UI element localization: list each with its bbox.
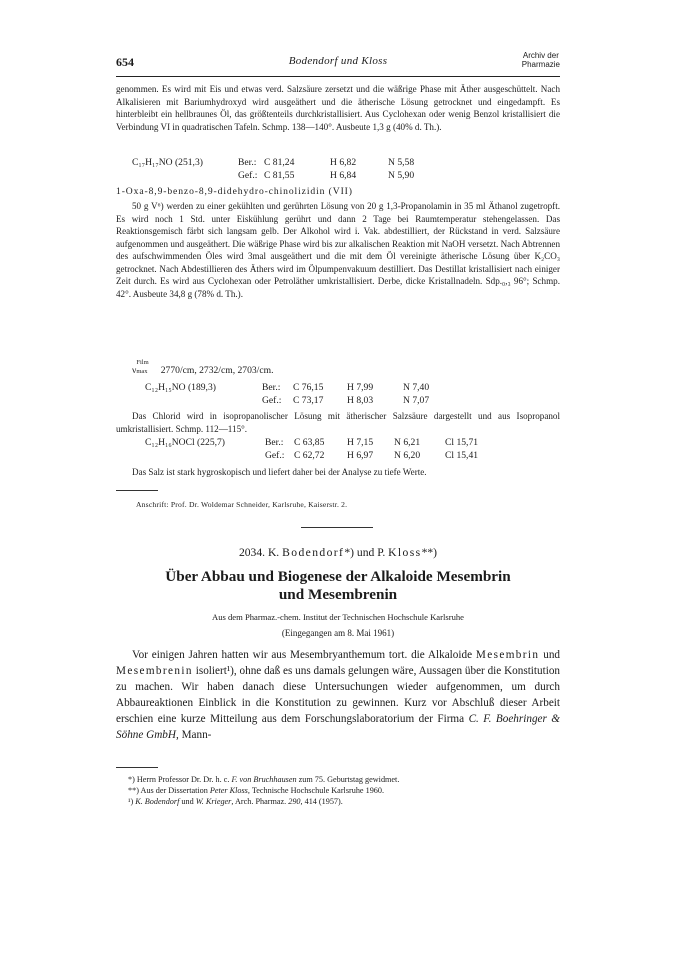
author-bodendorf: Bodendorf — [282, 546, 345, 559]
journal-name-line2: Pharmazie — [521, 59, 560, 69]
received-date: (Eingegangen am 8. Mai 1961) — [281, 628, 395, 638]
term-mesembrenin: Mesembrenin — [116, 665, 193, 677]
footnote-2: **) Aus der Dissertation Peter Kloss, Technische Hochschule Karlsruhe 1960. — [128, 786, 385, 796]
header-rule — [116, 76, 560, 77]
article-separator-rule — [301, 527, 373, 528]
intro-paragraph: Vor einigen Jahren hatten wir aus Mesembryanthemum tort. die Alkaloide Mesembrin und Mesembrenin isoliert¹), ohne daß es uns damals gelungen wäre, Aussagen über die Konstitution zu machen. Wir haben danach diese Untersuchungen wieder aufgenommen, um durch Abbaureaktionen Einblick in die Konstitution zu gewinnen. Kurz vor Abschluß dieser Arbeit erschien eine kurze Mitteilung aus dem Forschungslaboratorium der Firma C. F. Boehringer & Söhne GmbH, Mann- — [116, 649, 561, 741]
chloride-paragraph: Das Chlorid wird in isopropanolischer Lösung mit ätherischer Salzsäure dargestellt und aus Isopropanol umkristallisiert. Schmp. 112—115°. — [116, 411, 560, 434]
journal-name-line1: Archiv der — [522, 51, 559, 60]
running-header — [116, 52, 560, 74]
journal-page: 654 Bodendorf und Kloss Archiv der Pharmazie genommen. Es wird mit Eis und etwas verd. Salzsäure zersetzt und die wäßrige Phase mit Äther ausgeschüttelt. Nach Alkalisieren mit Bariumhydroxyd wird ausgeäthert und die ätherische Lösung getrocknet und eingedampft. Es hinterbleibt ein hellbraunes Öl, das größtenteils durchkristallisiert. Aus Cyclohexan oder wenig Benzol kristallisiert die Verbindung VI in quadratischen Tafeln. Schmp. 138—140°. Ausbeute 1,3 g (40% d. Th.). C₁₇H₁₇NO (251,3) Ber.: C 81,24 H 6,82 N 5,58 Gef.: C 81,55 H 6,84 N 5,90 1-Oxa-8,9-benzo-8,9-didehydro-chinolizidin (VII) 50 g V⁶) werden zu einer gekühlten und gerührten Lösung von 20 g 1,3-Propanolamin in 35 ml Äthanol zugetropft. Es wird noch 1 Std. unter Eiskühlung gerührt und dann 2 Tage bei Raumtemperatur stehengelassen. Das Reaktionsgemisch färbt sich langsam gelb. Der Alkohol wird i. Vak. abdestilliert, der Rückstand in verd. Salzsäure aufgenommen und ausgeäthert. Die wäßrige Phase wird bis zur alkalischen Reaktion mit NaOH versetzt. Nach Abtrennen des aufschwimmenden Öles wird 3mal ausgeäthert und die mit dem Öl vereinigte ätherische Lösung über K₂CO₃ getrocknet. Nach Abdestillieren des Äthers wird im Ölpumpenvakuum destilliert. Das Destillat kristallisiert nach einiger Zeit durch. Es wird aus Cyclohexan oder Petroläther umkristallisiert. Derbe, dicke Kristallnadeln. Sdp.₀,₃ 96°; Schmp. 42°. Ausbeute 34,8 g (78% d. Th.). ν Film max 2770/cm, 2732/cm, 2703/cm. C₁₂H₁₅NO (189,3) Ber.: C 76,15 H 7,99 N 7,40 Gef.: C 73,17 H 8,03 N 7,07 Das Chlorid wird in isopropanolischer Lösung mit ätherischer Salzsäure dargestellt und aus Isopropanol umkristallisiert. Schmp. 112—115°. C₁₂H₁₆NOCl (225,7) Ber.: C 63,85 H 7,15 N 6,21 Cl 15,71 Gef.: C 62,72 H 6,97 N 6,20 Cl 15,41 Das Salz ist stark hygroskopisch und liefert daher bei der Analyse zu tiefe Werte. Anschrift: Prof. Dr. Woldemar Schneider, Karlsruhe, Kaiserstr. 2. 2034. K. Bodendorf*) und P. Kloss**) Über Abbau und Biogenese der Alkaloide Mesembrin und Mesembrenin Aus dem Pharmaz.-chem. Institut der Technischen Hochschule Karlsruhe (Eingegangen am 8. Mai 1961) Vor einigen Jahren hatten wir aus Mesembryanthemum tort. die Alkaloide Mesembrin und Mesembrenin isoliert¹), ohne daß es uns damals gelungen wäre, Aussagen über die Konstitution zu machen. Wir haben danach diese Untersuchungen wieder aufgenommen, um durch Abbaureaktionen Einblick in die Konstitution zu gewinnen. Kurz vor Abschluß dieser Arbeit erschien eine kurze Mitteilung aus dem Forschungslaboratorium der Firma C. F. Boehringer & Söhne GmbH, Mann- *) Herrn Professor Dr. Dr. h. c. F. von Bruchhausen zum 75. Geburtstag gewidmet. **) Aus der Dissertation Peter Kloss, Technische Hochschule Karlsruhe 1960. ¹) K. Bodendorf und W. Krieger, Arch. Pharmaz. 290, 414 (1957). — [116, 51, 561, 807]
salt-note: Das Salz ist stark hygroskopisch und liefert daher bei der Analyse zu tiefe Werte. — [132, 467, 427, 477]
article-byline: 2034. K. Bodendorf*) und P. Kloss**) — [238, 546, 438, 559]
author-kloss: Kloss — [388, 546, 422, 559]
running-title: Bodendorf und Kloss — [288, 55, 388, 67]
procedure-paragraph: 50 g V⁶) werden zu einer gekühlten und gerührten Lösung von 20 g 1,3-Propanolamin in 35 ml Äthanol zugetropft. Es wird noch 1 Std. unter Eiskühlung gerührt und dann 2 Tage bei Raumtemperatur stehengelassen. Das Reaktionsgemisch färbt sich langsam gelb. Der Alkohol wird i. Vak. abdestilliert, der Rückstand in verd. Salzsäure aufgenommen und ausgeäthert. Die wäßrige Phase wird bis zur alkalischen Reaktion mit NaOH versetzt. Nach Abtrennen des aufschwimmenden Öles wird 3mal ausgeäthert und die mit dem Öl vereinigte ätherische Lösung über K₂CO₃ getrocknet. Nach Abdestillieren des Äthers wird im Ölpumpenvakuum destilliert. Das Destillat kristallisiert nach einiger Zeit durch. Es wird aus Cyclohexan oder Petroläther umkristallisiert. Derbe, dicke Kristallnadeln. Sdp.₀,₃ 96°; Schmp. 42°. Ausbeute 34,8 g (78% d. Th.). — [116, 201, 560, 299]
company-name: C. F. Boehringer & Söhne GmbH, — [116, 713, 561, 741]
institute-line: Aus dem Pharmaz.-chem. Institut der Technischen Hochschule Karlsruhe — [212, 612, 464, 622]
correspondence-address: Anschrift: Prof. Dr. Woldemar Schneider, Karlsruhe, Kaiserstr. 2. — [136, 500, 348, 509]
nu-symbol: ν — [132, 365, 137, 376]
page-number: 654 — [116, 55, 134, 69]
separator-rule — [116, 490, 158, 491]
footnote-3: ¹) K. Bodendorf und W. Krieger, Arch. Pharmaz. 290, 414 (1957). — [128, 797, 343, 807]
journal-name — [522, 52, 560, 69]
footnote-rule — [116, 767, 158, 768]
continued-paragraph: genommen. Es wird mit Eis und etwas verd. Salzsäure zersetzt und die wäßrige Phase mit Äther ausgeschüttelt. Nach Alkalisieren mit Bariumhydroxyd wird ausgeäthert und die ätherische Lösung getrocknet und eingedampft. Es hinterbleibt ein hellbraunes Öl, das größtenteils durchkristallisiert. Aus Cyclohexan oder wenig Benzol kristallisiert die Verbindung VI in quadratischen Tafeln. Schmp. 138—140°. Ausbeute 1,3 g (40% d. Th.). — [116, 84, 560, 132]
compound-heading: 1-Oxa-8,9-benzo-8,9-didehydro-chinolizidin (VII) — [116, 186, 353, 197]
footnote-1: *) Herrn Professor Dr. Dr. h. c. F. von Bruchhausen zum 75. Geburtstag gewidmet. — [128, 775, 400, 784]
footnotes — [116, 774, 560, 808]
ir-data: ν Film max 2770/cm, 2732/cm, 2703/cm. — [132, 359, 274, 376]
article-title: Über Abbau und Biogenese der Alkaloide Mesembrin und Mesembrenin — [165, 568, 511, 603]
term-mesembrin: Mesembrin — [475, 649, 540, 661]
